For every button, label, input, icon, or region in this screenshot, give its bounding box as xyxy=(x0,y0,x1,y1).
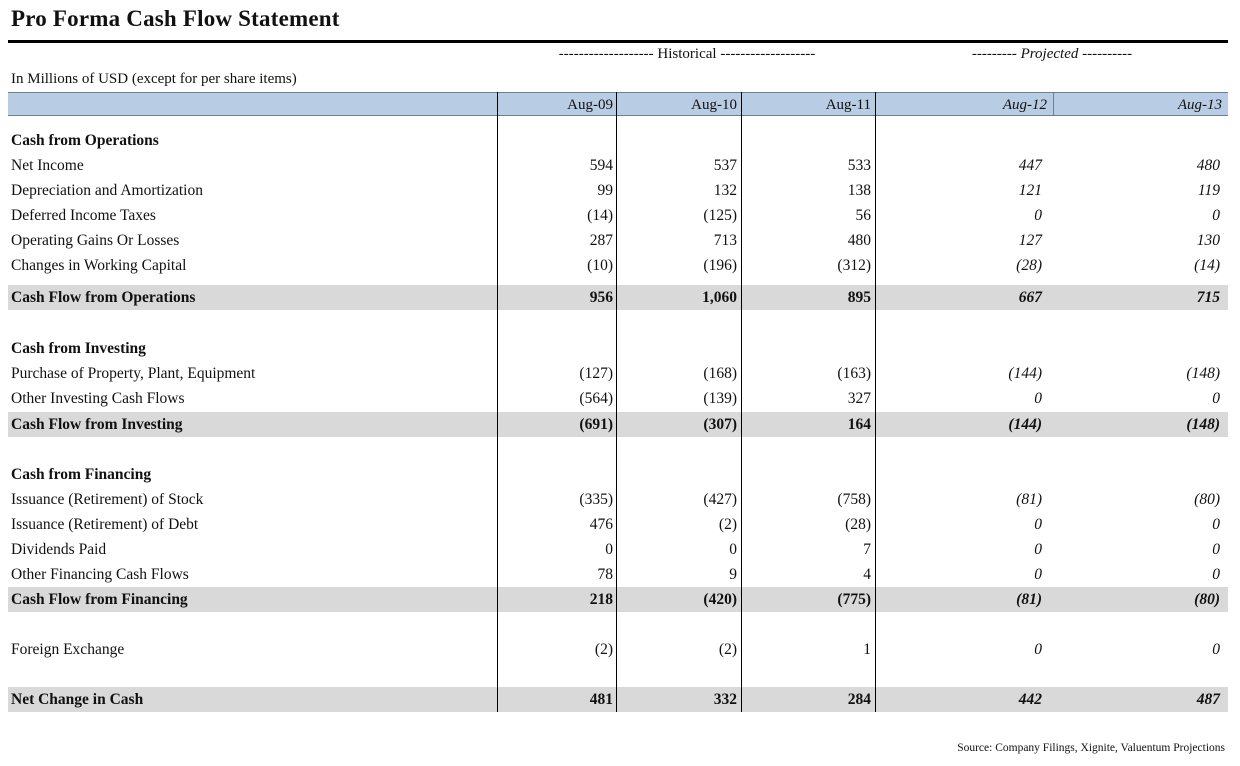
value-cell: 533 xyxy=(847,157,871,174)
row-label: Cash from Financing xyxy=(11,466,152,483)
value-cell: (2) xyxy=(718,516,737,533)
row-label: Foreign Exchange xyxy=(11,641,125,658)
value-cell: 0 xyxy=(1212,207,1220,224)
row-label: Changes in Working Capital xyxy=(11,257,187,274)
value-cell: 284 xyxy=(847,691,871,708)
value-cell: (14) xyxy=(1194,257,1220,274)
column-header-aug-13: Aug-13 xyxy=(1177,97,1222,113)
row-label: Dividends Paid xyxy=(11,541,107,558)
value-cell: (2) xyxy=(594,641,613,658)
value-cell: 487 xyxy=(1196,691,1220,708)
value-cell: 287 xyxy=(589,232,613,249)
value-cell: (196) xyxy=(703,257,737,274)
value-cell: 0 xyxy=(1034,516,1042,533)
projected-group-label: --------- Projected ---------- xyxy=(971,46,1133,62)
value-cell: 0 xyxy=(1212,541,1220,558)
value-cell: (127) xyxy=(579,365,613,382)
value-cell: 537 xyxy=(713,157,737,174)
column-divider xyxy=(741,92,742,712)
row-label: Cash from Operations xyxy=(11,132,159,149)
value-cell: 481 xyxy=(589,691,613,708)
table-row xyxy=(0,253,1240,278)
value-cell: 119 xyxy=(1197,182,1220,199)
value-cell: 7 xyxy=(863,541,871,558)
row-label: Operating Gains Or Losses xyxy=(11,232,180,249)
value-cell: 0 xyxy=(1034,390,1042,407)
section-heading-row xyxy=(0,462,1240,487)
value-cell: 0 xyxy=(605,541,613,558)
value-cell: 715 xyxy=(1196,289,1220,306)
table-row xyxy=(0,361,1240,386)
row-label: Purchase of Property, Plant, Equipment xyxy=(11,365,256,382)
value-cell: (28) xyxy=(1016,257,1042,274)
value-cell: 442 xyxy=(1018,691,1042,708)
table-row xyxy=(0,637,1240,662)
value-cell: (2) xyxy=(718,641,737,658)
row-label: Cash Flow from Financing xyxy=(11,591,188,608)
column-divider xyxy=(616,92,617,712)
value-cell: 56 xyxy=(855,207,871,224)
value-cell: 0 xyxy=(1034,641,1042,658)
title-rule xyxy=(8,40,1228,43)
row-label: Issuance (Retirement) of Debt xyxy=(11,516,199,533)
value-cell: 138 xyxy=(847,182,871,199)
value-cell: 99 xyxy=(597,182,613,199)
value-cell: 4 xyxy=(863,566,871,583)
value-cell: 127 xyxy=(1018,232,1042,249)
table-row xyxy=(0,153,1240,178)
value-cell: 0 xyxy=(729,541,737,558)
value-cell: (427) xyxy=(703,491,737,508)
value-cell: 956 xyxy=(589,289,613,306)
value-cell: 332 xyxy=(713,691,737,708)
value-cell: 218 xyxy=(589,591,613,608)
value-cell: (80) xyxy=(1194,591,1220,608)
column-header-aug-10: Aug-10 xyxy=(691,97,737,113)
value-cell: 0 xyxy=(1034,207,1042,224)
value-cell: (163) xyxy=(837,365,871,382)
table-row xyxy=(0,178,1240,203)
value-cell: (758) xyxy=(837,491,871,508)
row-label: Deferred Income Taxes xyxy=(11,207,156,224)
value-cell: 78 xyxy=(597,566,613,583)
value-cell: (168) xyxy=(703,365,737,382)
table-row xyxy=(0,512,1240,537)
total-row xyxy=(0,285,1240,310)
table-row xyxy=(0,386,1240,411)
value-cell: 480 xyxy=(847,232,871,249)
value-cell: (28) xyxy=(845,516,871,533)
value-cell: 9 xyxy=(729,566,737,583)
page-title: Pro Forma Cash Flow Statement xyxy=(11,6,340,31)
table-row xyxy=(0,487,1240,512)
value-cell: 0 xyxy=(1212,641,1220,658)
value-cell: (691) xyxy=(579,416,613,433)
column-divider xyxy=(875,92,876,712)
value-cell: 327 xyxy=(847,390,871,407)
row-label: Other Financing Cash Flows xyxy=(11,566,189,583)
value-cell: (125) xyxy=(703,207,737,224)
value-cell: 594 xyxy=(589,157,613,174)
value-cell: 713 xyxy=(713,232,737,249)
value-cell: 0 xyxy=(1212,390,1220,407)
value-cell: (81) xyxy=(1016,491,1042,508)
row-label: Issuance (Retirement) of Stock xyxy=(11,491,204,508)
units-note: In Millions of USD (except for per share items) xyxy=(11,71,297,87)
value-cell: 164 xyxy=(847,416,871,433)
value-cell: 667 xyxy=(1018,289,1042,306)
column-header-aug-11: Aug-11 xyxy=(825,97,871,113)
column-divider xyxy=(497,92,498,712)
source-note: Source: Company Filings, Xignite, Valuentum Projections xyxy=(957,742,1225,754)
value-cell: (148) xyxy=(1186,365,1220,382)
row-label: Depreciation and Amortization xyxy=(11,182,203,199)
value-cell: 1,060 xyxy=(702,289,737,306)
value-cell: (144) xyxy=(1008,416,1042,433)
value-cell: 132 xyxy=(713,182,737,199)
value-cell: 447 xyxy=(1018,157,1042,174)
table-row xyxy=(0,203,1240,228)
row-label: Cash Flow from Investing xyxy=(11,416,183,433)
value-cell: (564) xyxy=(579,390,613,407)
total-row xyxy=(0,412,1240,437)
column-header-aug-09: Aug-09 xyxy=(567,97,613,113)
value-cell: (148) xyxy=(1186,416,1220,433)
row-label: Cash Flow from Operations xyxy=(11,289,196,306)
value-cell: (14) xyxy=(587,207,613,224)
row-label: Net Income xyxy=(11,157,84,174)
value-cell: (80) xyxy=(1194,491,1220,508)
value-cell: 480 xyxy=(1196,157,1220,174)
total-row xyxy=(0,687,1240,712)
value-cell: (312) xyxy=(837,257,871,274)
value-cell: (775) xyxy=(837,591,871,608)
value-cell: 130 xyxy=(1196,232,1220,249)
value-cell: 895 xyxy=(847,289,871,306)
value-cell: (10) xyxy=(587,257,613,274)
value-cell: 1 xyxy=(863,641,871,658)
value-cell: (139) xyxy=(703,390,737,407)
value-cell: (81) xyxy=(1016,591,1042,608)
value-cell: 0 xyxy=(1212,566,1220,583)
value-cell: 0 xyxy=(1034,541,1042,558)
row-label: Cash from Investing xyxy=(11,340,146,357)
historical-group-label: ------------------- Historical ------------------- xyxy=(558,46,816,62)
value-cell: 476 xyxy=(589,516,613,533)
value-cell: 121 xyxy=(1018,182,1042,199)
table-row xyxy=(0,537,1240,562)
value-cell: (420) xyxy=(703,591,737,608)
value-cell: (144) xyxy=(1008,365,1042,382)
value-cell: 0 xyxy=(1034,566,1042,583)
section-heading-row xyxy=(0,336,1240,361)
column-header-aug-12: Aug-12 xyxy=(1002,97,1047,113)
value-cell: (335) xyxy=(579,491,613,508)
value-cell: 0 xyxy=(1212,516,1220,533)
total-row xyxy=(0,587,1240,612)
table-row xyxy=(0,562,1240,587)
row-label: Other Investing Cash Flows xyxy=(11,390,185,407)
value-cell: (307) xyxy=(703,416,737,433)
row-label: Net Change in Cash xyxy=(11,691,144,708)
table-row xyxy=(0,228,1240,253)
section-heading-row xyxy=(0,128,1240,153)
